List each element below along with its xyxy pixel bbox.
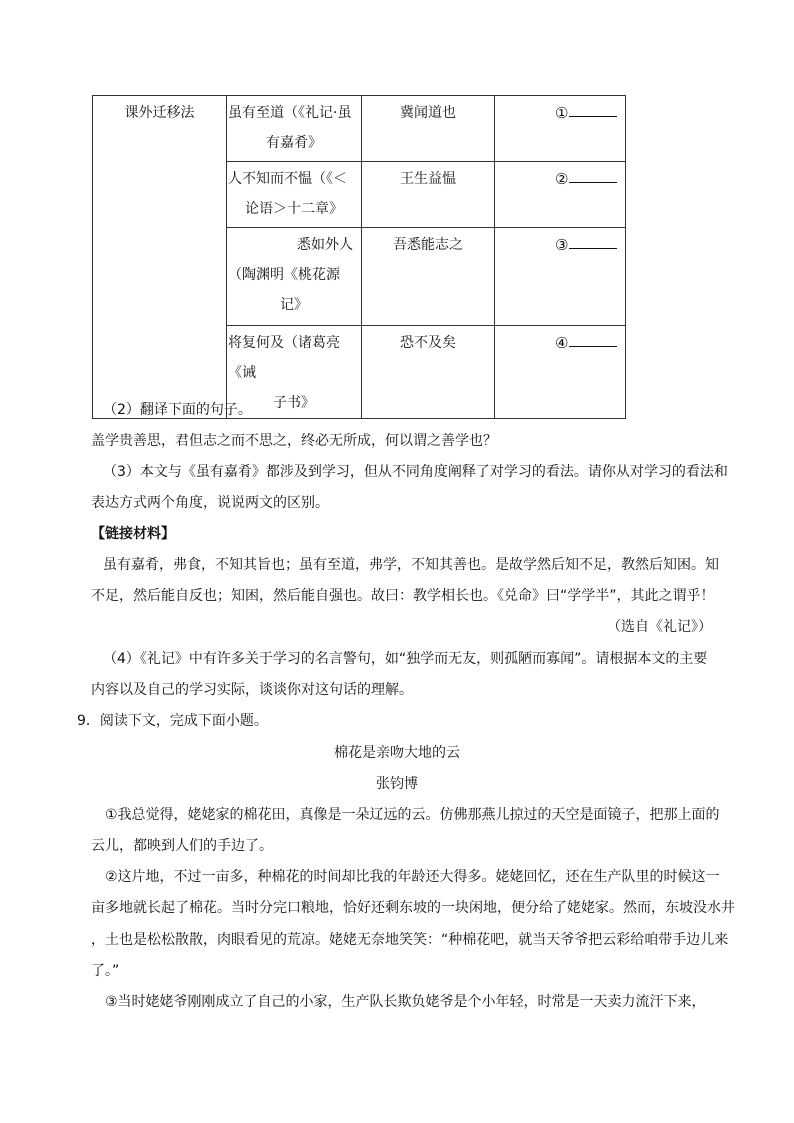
answer-blank-cell[interactable]: ② [495,162,626,228]
answer-blank[interactable] [569,230,617,249]
article-author: 张钧博 [376,776,418,792]
link-material-line-1: 虽有嘉肴，弗食，不知其旨也；虽有至道，弗学，不知其善也。是故学然后知不足，教然后知困。知 [103,557,719,573]
reading-method-table [92,95,626,419]
sentence-cell: 冀闻道也 [362,96,495,162]
source-cell: 将复何及（诸葛亮《诫 子书》 [227,326,362,419]
source-cell: 虽有至道（《礼记·虽 有嘉肴》 [227,96,362,162]
source-cell: 人不知而不愠（《＜ 论语＞十二章》 [227,162,362,228]
question-4-line-1: （4）《礼记》中有许多关于学习的名言警句，如“独学而无友，则孤陋而寡闻”。请根据本文的主要 [103,651,708,667]
sentence-cell: 吾悉能志之 [362,228,495,326]
link-material-heading: 【链接材料】 [91,526,175,542]
link-material-source: （选自《礼记》） [607,619,712,635]
answer-blank[interactable] [569,98,617,117]
paragraph-1-line-2: 云儿，都映到人们的手边了。 [91,838,273,854]
method-category-cell: 课外迁移法 [93,96,227,419]
paragraph-2-line-3: ，土也是松松散散，肉眼看见的荒凉。姥姥无奈地笑笑：“种棉花吧，就当天爷爷把云彩给咱带手边儿来 [91,932,729,948]
paragraph-2-line-4: 了。” [91,963,120,979]
answer-blank[interactable] [569,164,617,183]
link-material-line-2: 不足，然后能自反也；知困，然后能自强也。故曰：教学相长也。《兑命》曰“学学半”，其此之谓乎！ [91,588,715,604]
sentence-cell: 王生益愠 [362,162,495,228]
answer-blank[interactable] [569,328,617,347]
answer-blank-cell[interactable]: ④ [495,326,626,419]
question-4-line-2: 内容以及自己的学习实际，谈谈你对这句话的理解。 [91,682,413,698]
paragraph-1-line-1: ①我总觉得，姥姥家的棉花田，真像是一朵辽远的云。仿佛那燕儿掠过的天空是面镜子，把那上面的 [105,807,720,823]
question-2-sentence: 盖学贵善思，君但志之而不思之，终必无所成，何以谓之善学也？ [91,433,497,449]
answer-blank-cell[interactable]: ① [495,96,626,162]
question-3-line-1: （3）本文与《虽有嘉肴》都涉及到学习，但从不同角度阐释了对学习的看法。请你从对学习的看法和 [103,464,728,480]
answer-blank-cell[interactable]: ③ [495,228,626,326]
table-row [93,96,626,162]
paragraph-2-line-2: 亩多地就长起了棉花。当时分完口粮地，恰好还剩东坡的一块闲地，便分给了姥姥家。然而，东坡没水井 [91,900,735,916]
article-title: 棉花是亲吻大地的云 [334,745,460,761]
question-2-label: （2）翻译下面的句子。 [103,402,252,418]
question-9-prompt: 9．阅读下文，完成下面小题。 [77,713,268,729]
sentence-cell: 恐不及矣 [362,326,495,419]
paragraph-2-line-1: ②这片地，不过一亩多，种棉花的时间却比我的年龄还大得多。姥姥回忆，还在生产队里的时候这一 [105,869,720,885]
source-cell: 悉如外人 （陶渊明《桃花源 记》 [227,228,362,326]
question-3-line-2: 表达方式两个角度，说说两文的区别。 [91,495,329,511]
paragraph-3-line-1: ③当时姥姥爷刚刚成立了自己的小家，生产队长欺负姥爷是个小年轻，时常是一天卖力流汗下来， [105,994,706,1010]
